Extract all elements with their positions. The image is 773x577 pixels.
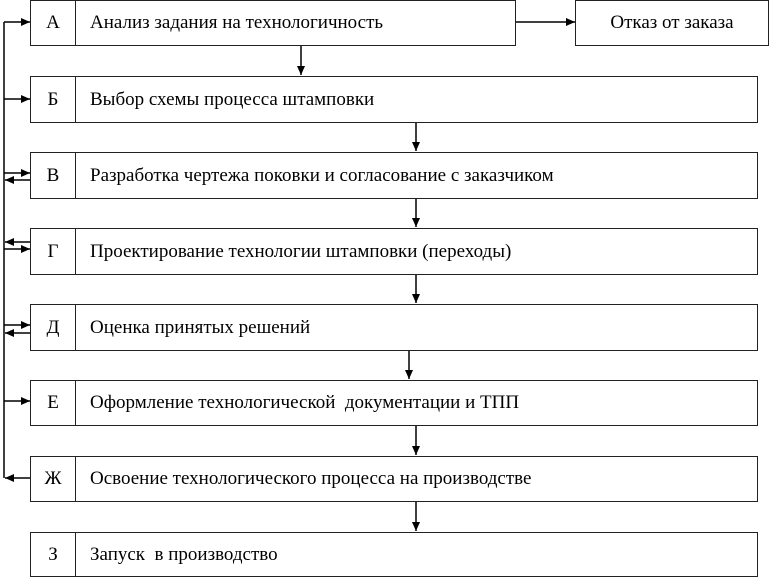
step-label-g: Проектирование технологии штамповки (переходы): [90, 240, 512, 262]
step-box-e: [30, 380, 758, 426]
step-letter-z: З: [31, 533, 76, 576]
step-letter-g: Г: [31, 229, 76, 274]
step-letter-d: Д: [31, 305, 76, 350]
step-label-v: Разработка чертежа поковки и согласование с заказчиком: [90, 164, 554, 186]
step-box-g: [30, 228, 758, 275]
step-box-d: [30, 304, 758, 351]
step-letter-e: Е: [31, 381, 76, 425]
step-box-b: [30, 76, 758, 123]
step-box-v: [30, 152, 758, 199]
step-box-a: [30, 0, 516, 46]
reject-order-box: Отказ от заказа: [575, 0, 769, 46]
step-box-zh: [30, 456, 758, 502]
step-label-a: Анализ задания на технологичность: [90, 12, 384, 33]
step-label-d: Оценка принятых решений: [90, 316, 311, 338]
step-label-e: Оформление технологической документации и ТПП: [90, 392, 520, 413]
step-label-b: Выбор схемы процесса штамповки: [90, 88, 375, 110]
step-letter-a: А: [31, 1, 76, 45]
step-label-z: Запуск в производство: [90, 543, 278, 565]
step-letter-v: В: [31, 153, 76, 198]
step-letter-zh: Ж: [31, 457, 76, 501]
step-box-z: [30, 532, 758, 577]
step-letter-b: Б: [31, 77, 76, 122]
step-label-zh: Освоение технологического процесса на производстве: [90, 468, 532, 489]
